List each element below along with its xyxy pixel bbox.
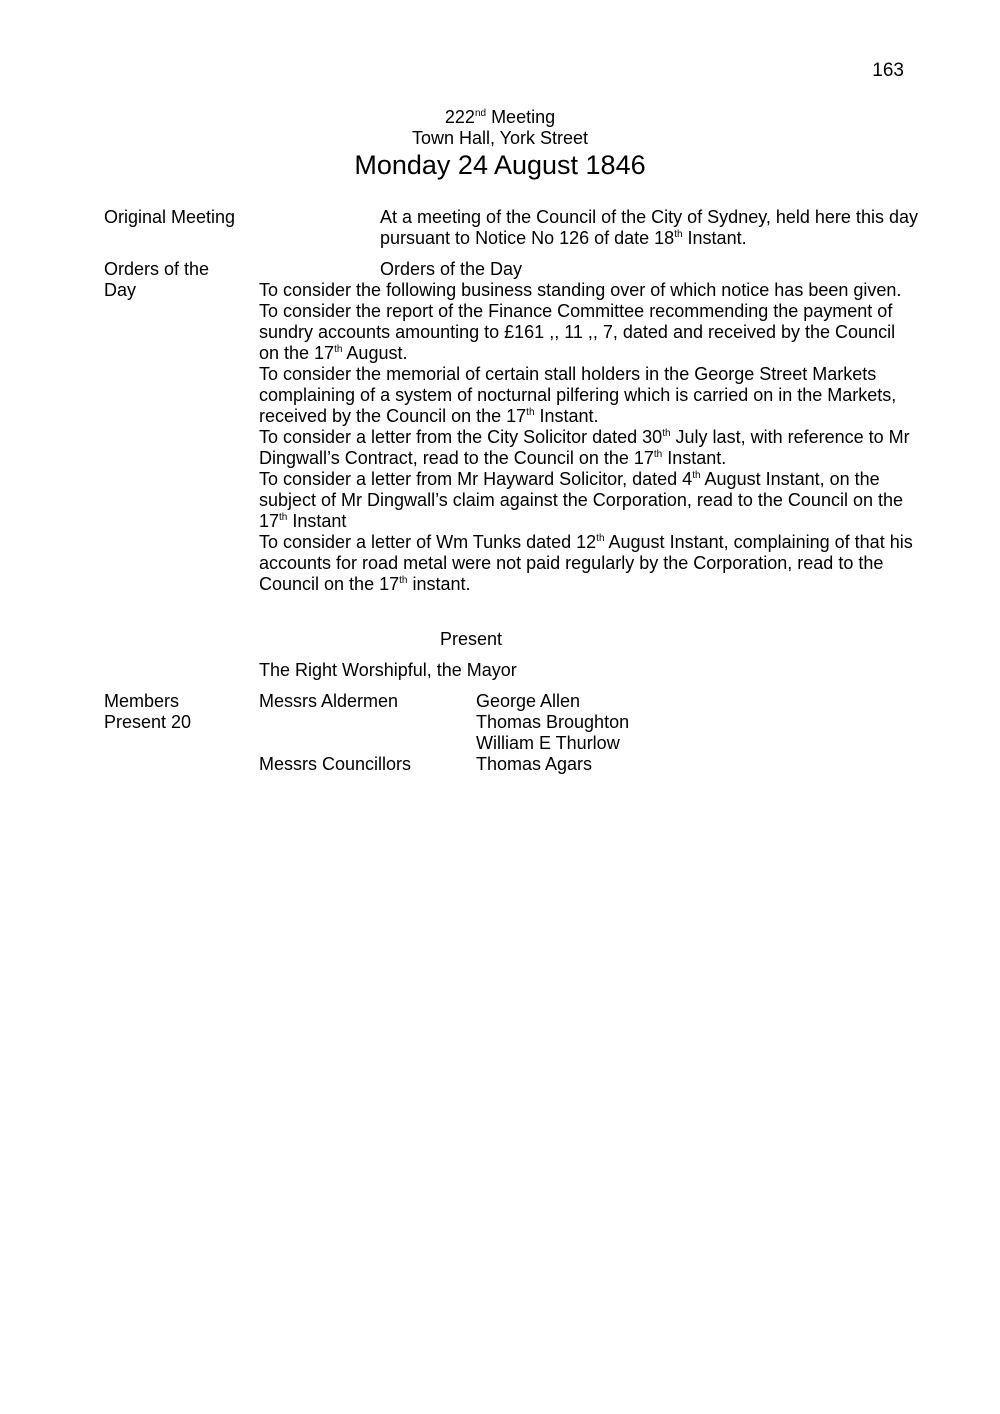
original-meeting-text: At a meeting of the Council of the City of Sydney, held here this day pursuant to Notice No 126 of date 18th Instant. [380,207,918,248]
meeting-number: 222nd Meeting [444,107,556,127]
order-item: To consider the memorial of certain stall holders in the George Street Markets complaining of a system of nocturnal pilfering which is carried on in the Markets, received by the Council on the 17th Instant. [259,364,897,426]
present-heading: Present [440,629,503,649]
member-name: Thomas Agars [476,754,593,774]
order-item: To consider the report of the Finance Committee recommending the payment of sundry accounts amounting to £161 ,, 11 ,, 7, dated and received by the Council on the 17th August. [259,301,896,363]
aldermen-label: Messrs Aldermen [259,691,399,711]
meeting-date: Monday 24 August 1846 [354,150,646,180]
orders-list [259,280,919,595]
meeting-venue: Town Hall, York Street [411,128,589,148]
margin-label-members: Members Present 20 [104,691,192,732]
page-number: 163 [872,60,904,81]
councillors-list [476,754,776,775]
order-item: To consider a letter of Wm Tunks dated 12th August Instant, complaining of that his accounts for road metal were not paid regularly by the Corporation, read to the Council on the 17th instant. [259,532,913,594]
order-item: To consider a letter from the City Solicitor dated 30th July last, with reference to Mr Dingwall’s Contract, read to the Council on the 17th Instant. [259,427,910,468]
member-name: George Allen [476,691,581,711]
member-name: Thomas Broughton [476,712,630,732]
margin-label-original-meeting: Original Meeting [104,207,236,227]
order-item: To consider the following business standing over of which notice has been given. [259,280,902,300]
councillors-label: Messrs Councillors [259,754,412,774]
order-item: To consider a letter from Mr Hayward Solicitor, dated 4th August Instant, on the subject of Mr Dingwall’s claim against the Corporation, read to the Council on the 17th Instant [259,469,904,531]
member-name: William E Thurlow [476,733,620,753]
aldermen-list [476,691,776,754]
mayor-line: The Right Worshipful, the Mayor [259,660,517,680]
margin-label-orders: Orders of the Day [104,259,210,300]
orders-heading: Orders of the Day [380,259,523,279]
